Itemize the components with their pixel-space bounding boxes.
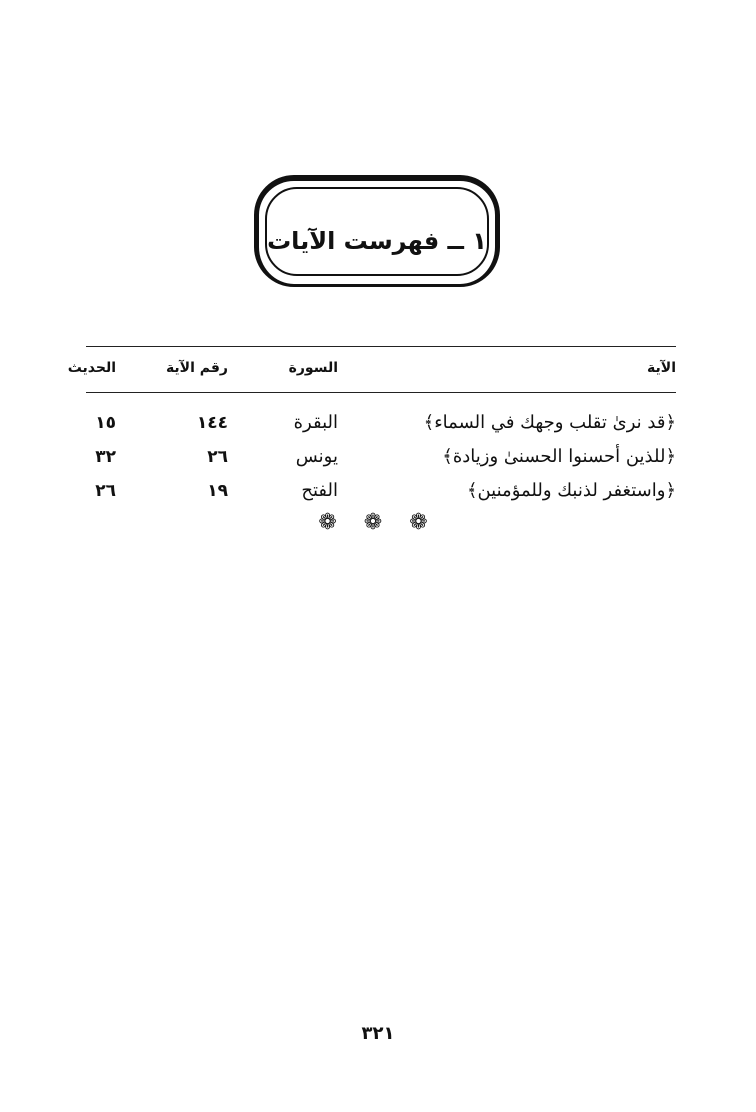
row-1-verse: ﴿قد نرىٰ تقلب وجهك في السماء﴾	[423, 412, 676, 433]
header-ayah-number: رقم الآية	[165, 360, 228, 376]
header-hadith: الحديث	[67, 360, 116, 376]
section-title: ١ ــ فهرست الآيات	[267, 227, 487, 255]
section-title-frame	[254, 175, 500, 287]
row-3-surah: الفتح	[301, 480, 338, 501]
row-2-ayah-number: ٢٦	[207, 447, 228, 467]
ornament-flower-icon: ❁ ❁ ❁	[318, 510, 438, 535]
table-top-rule	[86, 346, 676, 347]
row-3-verse: ﴿واستغفر لذنبك وللمؤمنين﴾	[466, 480, 676, 501]
row-2-hadith: ٣٢	[95, 447, 116, 467]
row-1-ayah-number: ١٤٤	[196, 413, 228, 433]
page-number: ٣٢١	[361, 1023, 395, 1044]
section-title-inner-frame	[265, 187, 489, 276]
row-1-surah: البقرة	[293, 412, 338, 433]
row-3-ayah-number: ١٩	[207, 481, 228, 501]
row-2-verse: ﴿للذين أحسنوا الحسنىٰ وزيادة﴾	[442, 446, 676, 467]
table-header-rule	[86, 392, 676, 393]
row-2-surah: يونس	[295, 446, 338, 467]
row-3-hadith: ٢٦	[95, 481, 116, 501]
header-surah: السورة	[288, 360, 338, 376]
header-verse: الآية	[647, 360, 676, 376]
row-1-hadith: ١٥	[95, 413, 116, 433]
